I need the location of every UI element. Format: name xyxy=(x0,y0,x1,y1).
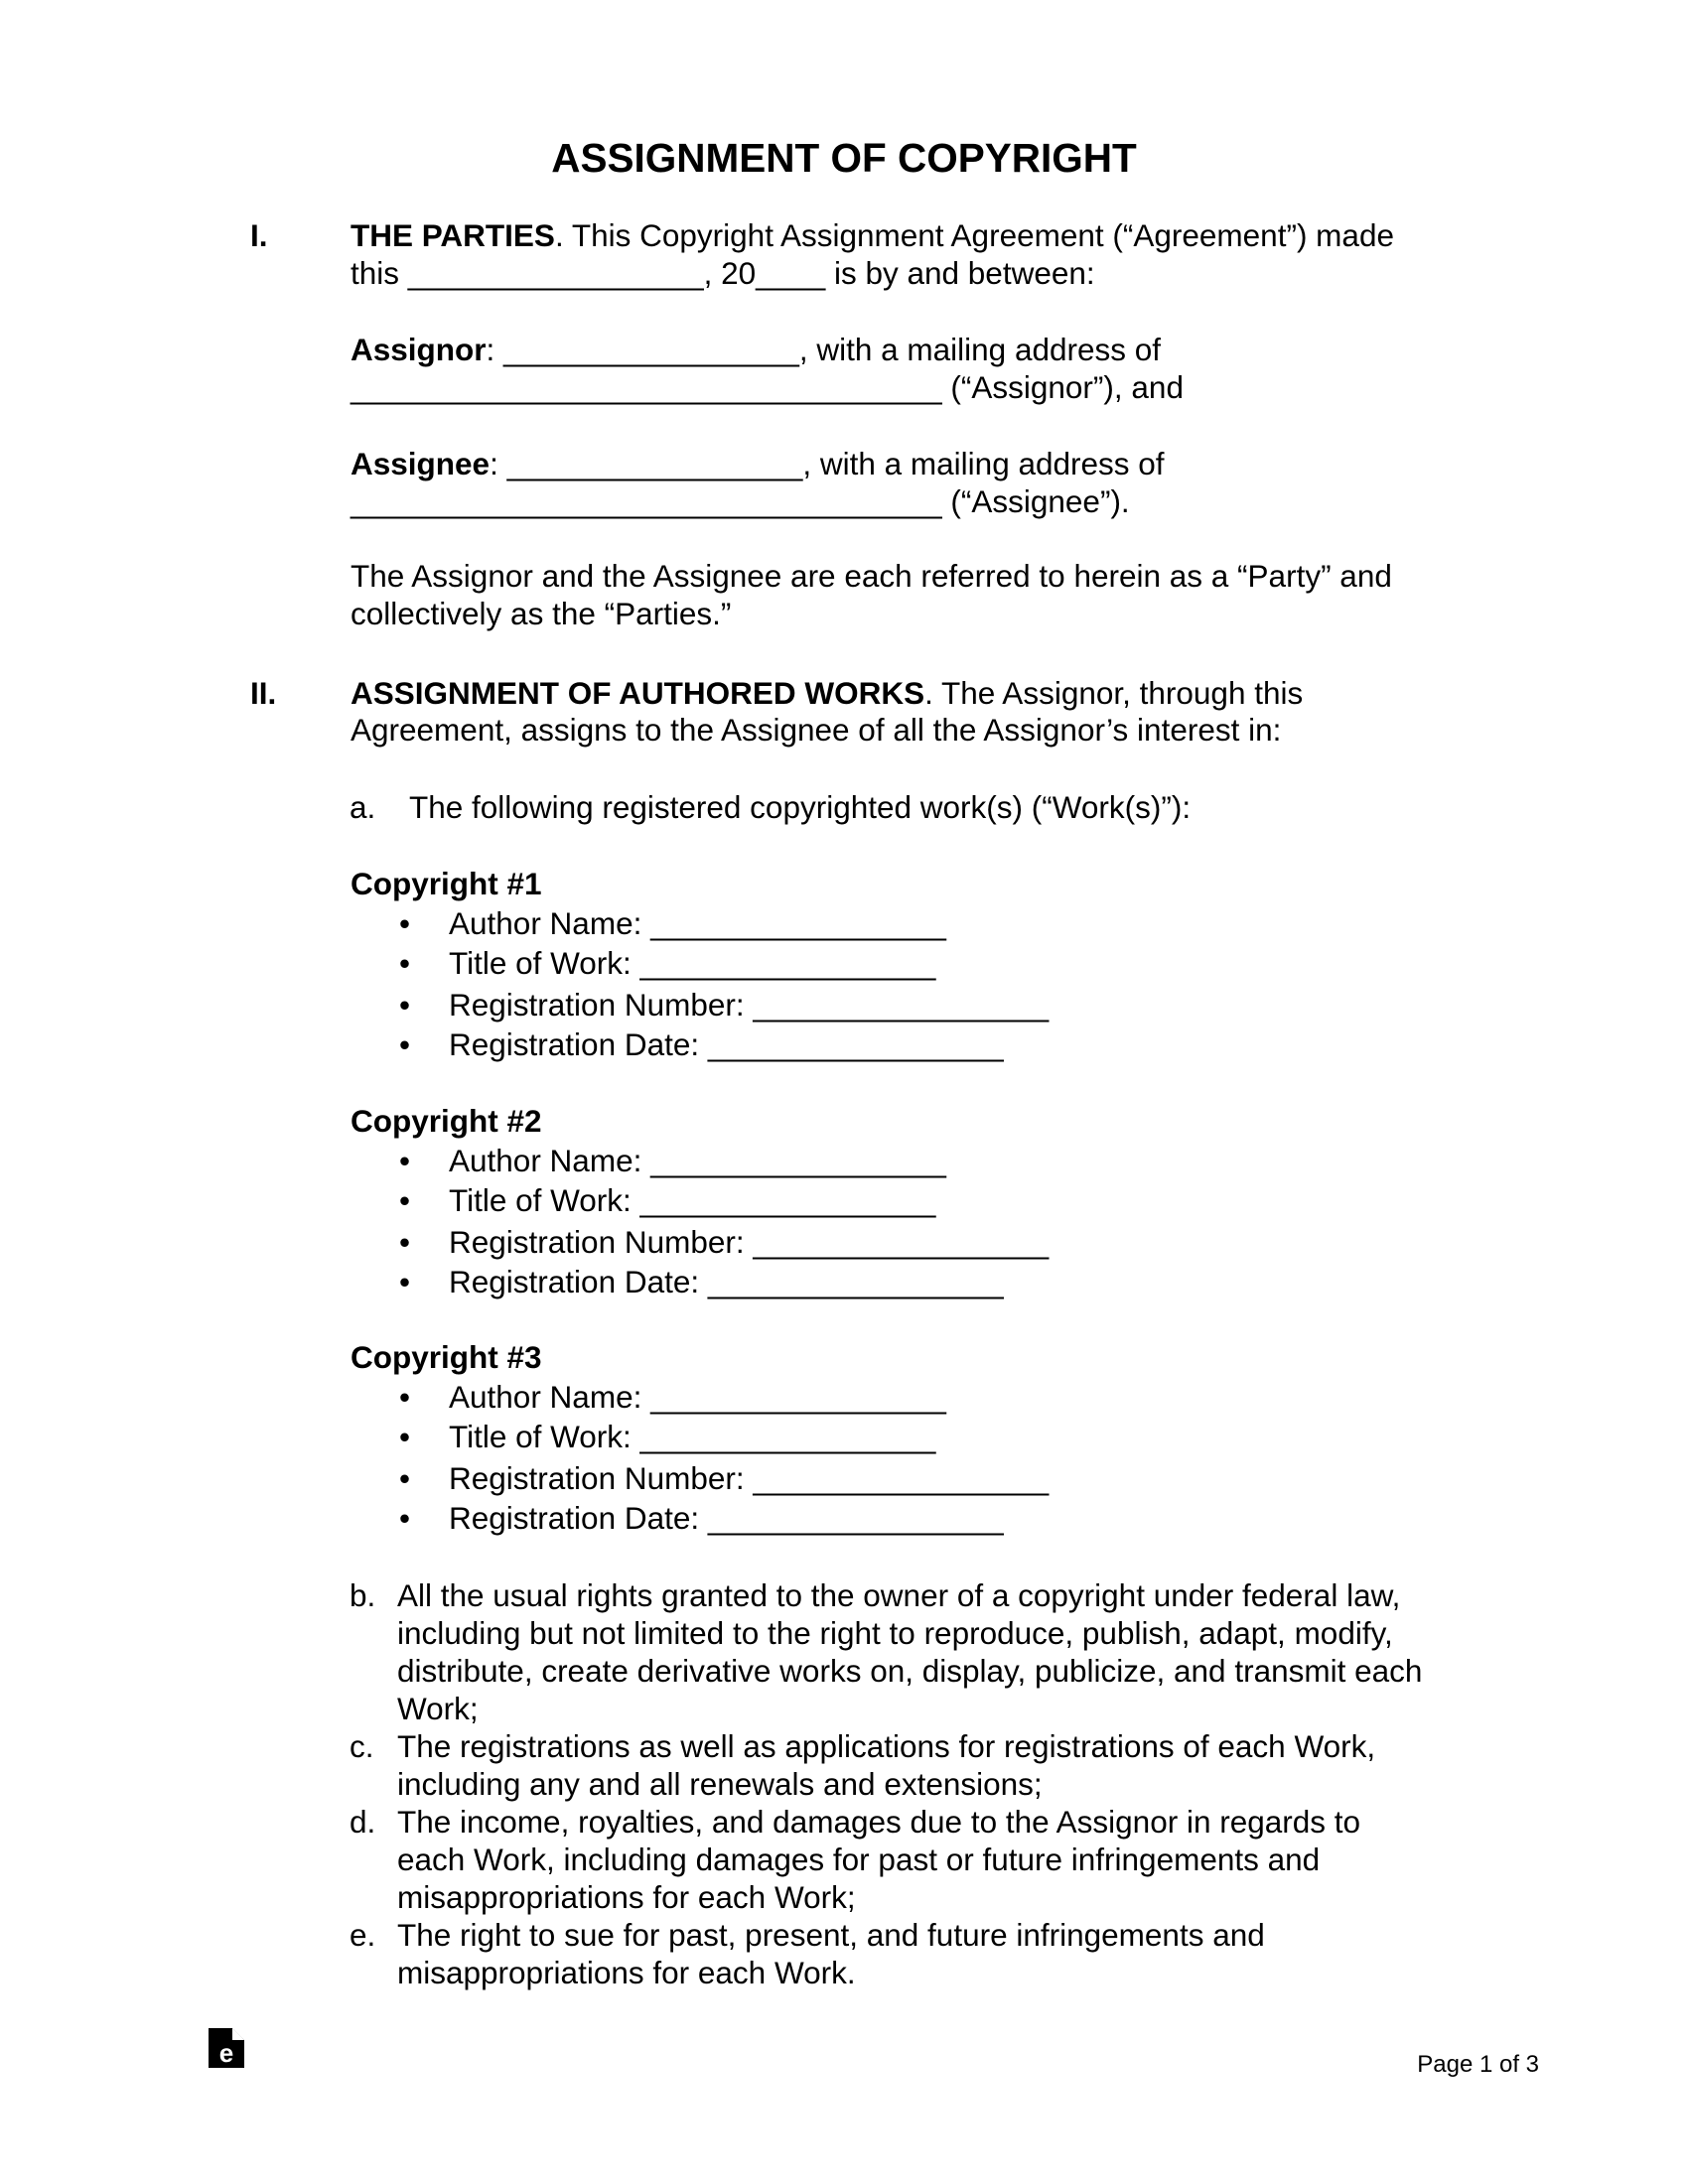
item-d-line-1: The income, royalties, and damages due to the Assignor in regards to xyxy=(397,1804,1361,1840)
bullet-icon: • xyxy=(399,1224,411,1260)
item-b-line-4: Work; xyxy=(397,1691,479,1726)
bullet-icon: • xyxy=(399,1182,411,1218)
item-b-line-1: All the usual rights granted to the owner of a copyright under federal law, xyxy=(397,1577,1401,1613)
copyright-1-registration-date: Registration Date: _________________ xyxy=(449,1026,1004,1062)
copyright-2-registration-date: Registration Date: _________________ xyxy=(449,1264,1004,1299)
section-ii-heading: ASSIGNMENT OF AUTHORED WORKS xyxy=(351,675,925,711)
section-ii-line-1 xyxy=(351,674,1303,712)
item-c-line-1: The registrations as well as applications for registrations of each Work, xyxy=(397,1728,1376,1764)
bullet-icon: • xyxy=(399,1460,411,1496)
document-title: ASSIGNMENT OF COPYRIGHT xyxy=(551,135,1137,181)
section-i-text-1: . This Copyright Assignment Agreement (“Agreement”) made xyxy=(554,217,1394,253)
item-a-text: The following registered copyrighted work(s) (“Work(s)”): xyxy=(409,789,1192,825)
copyright-2-registration-number: Registration Number: _________________ xyxy=(449,1224,1050,1260)
assignee-label: Assignee xyxy=(351,446,491,481)
copyright-3-registration-number: Registration Number: _________________ xyxy=(449,1460,1050,1496)
section-i-heading: THE PARTIES xyxy=(351,217,555,253)
bullet-icon: • xyxy=(399,1264,411,1299)
assignee-address-blank: __________________________________ (“Assignee”). xyxy=(351,483,1130,519)
copyright-1-author-name: Author Name: _________________ xyxy=(449,905,946,941)
item-c-marker: c. xyxy=(350,1728,374,1764)
item-e-line-1: The right to sue for past, present, and future infringements and xyxy=(397,1917,1265,1953)
bullet-icon: • xyxy=(399,1419,411,1454)
section-i-line-1 xyxy=(351,216,1394,254)
assignee-name-blank: : _________________, with a mailing address of xyxy=(490,446,1165,481)
svg-text:e: e xyxy=(218,2038,234,2068)
bullet-icon: • xyxy=(399,945,411,981)
bullet-icon: • xyxy=(399,1026,411,1062)
assignor-label: Assignor xyxy=(351,332,487,367)
section-i-line-2: this _________________, 20____ is by and between: xyxy=(351,255,1095,291)
copyright-1-title-of-work: Title of Work: _________________ xyxy=(449,945,936,981)
item-c-line-2: including any and all renewals and extensions; xyxy=(397,1766,1043,1802)
section-numeral-ii: II. xyxy=(250,675,277,711)
eforms-logo-icon xyxy=(209,2028,244,2068)
copyright-3-registration-date: Registration Date: _________________ xyxy=(449,1500,1004,1536)
item-d-line-2: each Work, including damages for past or future infringements and xyxy=(397,1842,1321,1877)
section-numeral-i: I. xyxy=(250,217,268,253)
page-number: Page 1 of 3 xyxy=(1417,2051,1539,2078)
section-ii-line-2: Agreement, assigns to the Assignee of all the Assignor’s interest in: xyxy=(351,712,1282,748)
item-d-marker: d. xyxy=(350,1804,376,1840)
assignor-line-1 xyxy=(351,331,1161,368)
copyright-2-author-name: Author Name: _________________ xyxy=(449,1143,946,1178)
copyright-2-heading: Copyright #2 xyxy=(351,1103,542,1139)
bullet-icon: • xyxy=(399,905,411,941)
item-e-line-2: misappropriations for each Work. xyxy=(397,1955,856,1990)
section-ii-text-1: . The Assignor, through this xyxy=(924,675,1304,711)
copyright-2-title-of-work: Title of Work: _________________ xyxy=(449,1182,936,1218)
copyright-1-registration-number: Registration Number: _________________ xyxy=(449,987,1050,1023)
item-e-marker: e. xyxy=(350,1917,376,1953)
bullet-icon: • xyxy=(399,1143,411,1178)
bullet-icon: • xyxy=(399,1379,411,1415)
copyright-3-title-of-work: Title of Work: _________________ xyxy=(449,1419,936,1454)
item-b-line-3: distribute, create derivative works on, display, publicize, and transmit each xyxy=(397,1653,1423,1689)
item-b-marker: b. xyxy=(350,1577,376,1613)
item-b-line-2: including but not limited to the right to reproduce, publish, adapt, modify, xyxy=(397,1615,1393,1651)
parties-definition-line-1: The Assignor and the Assignee are each referred to herein as a “Party” and xyxy=(351,558,1392,594)
assignor-address-blank: __________________________________ (“Assignor”), and xyxy=(351,369,1184,405)
copyright-3-author-name: Author Name: _________________ xyxy=(449,1379,946,1415)
parties-definition-line-2: collectively as the “Parties.” xyxy=(351,596,732,631)
bullet-icon: • xyxy=(399,987,411,1023)
item-d-line-3: misappropriations for each Work; xyxy=(397,1879,856,1915)
copyright-1-heading: Copyright #1 xyxy=(351,866,542,901)
assignee-line-1 xyxy=(351,445,1165,482)
item-a-marker: a. xyxy=(350,789,376,825)
bullet-icon: • xyxy=(399,1500,411,1536)
copyright-3-heading: Copyright #3 xyxy=(351,1339,542,1375)
assignor-name-blank: : _________________, with a mailing address of xyxy=(486,332,1162,367)
